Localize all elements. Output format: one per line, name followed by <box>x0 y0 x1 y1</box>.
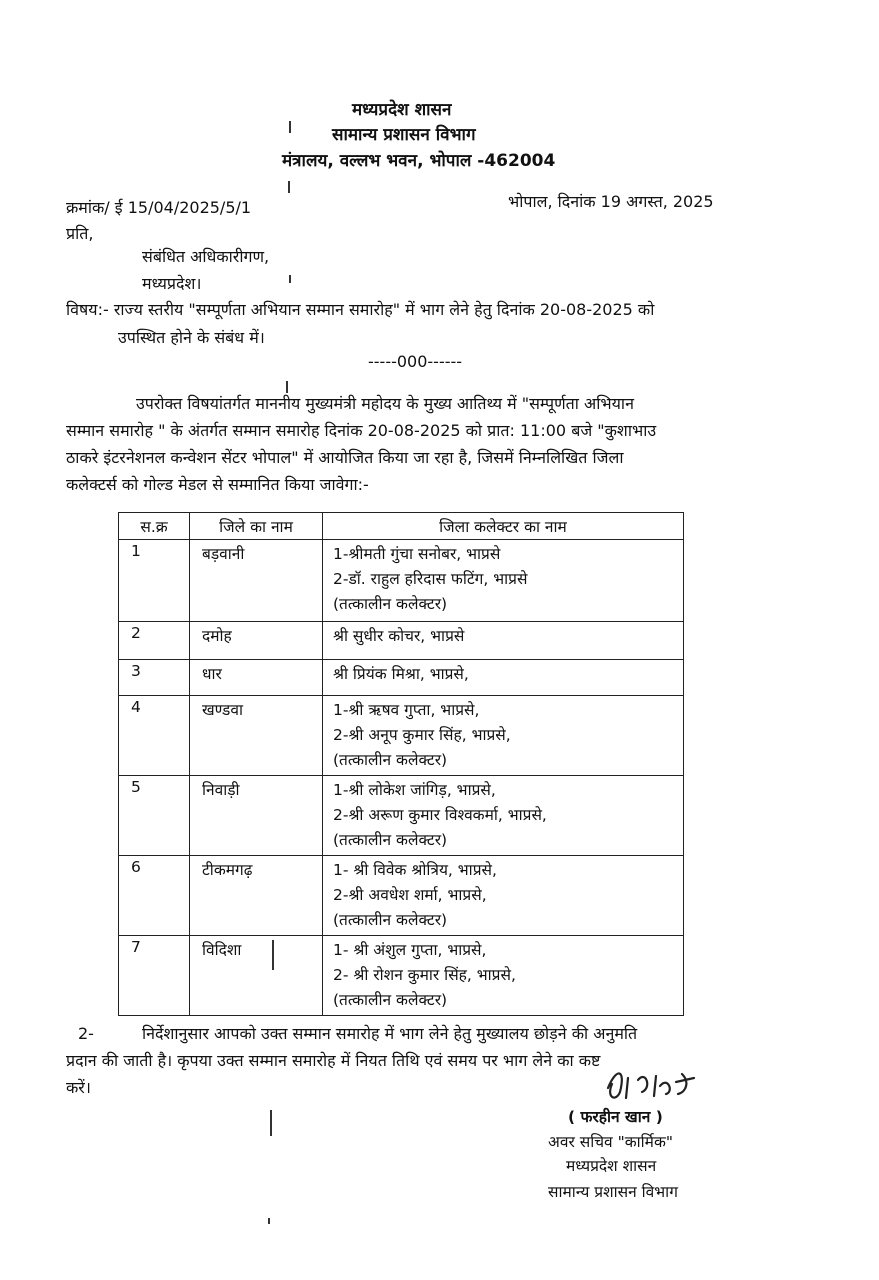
scan-mark <box>289 121 291 133</box>
collector-note: (तत्कालीन कलेक्टर) <box>333 911 448 929</box>
awardee-table <box>118 512 684 1016</box>
row-sno: 1 <box>119 540 190 622</box>
row-sno: 2 <box>119 622 190 660</box>
scan-mark <box>289 275 291 283</box>
table-row <box>119 856 684 936</box>
row-district: निवाड़ी <box>190 776 323 856</box>
collector-note: (तत्कालीन कलेक्टर) <box>333 751 448 769</box>
collector-name: 1-श्री ऋषव गुप्ता, भाप्रसे, <box>333 701 480 719</box>
row-sno: 3 <box>119 660 190 696</box>
header-department: सामान्य प्रशासन विभाग <box>332 125 476 145</box>
row-collectors <box>323 660 684 696</box>
collector-name: 2-श्री अरूण कुमार विश्वकर्मा, भाप्रसे, <box>333 806 547 824</box>
header-collector: जिला कलेक्टर का नाम <box>323 513 684 540</box>
collector-note: (तत्कालीन कलेक्टर) <box>333 831 448 849</box>
intro-paragraph <box>66 390 786 498</box>
scan-mark <box>270 1110 272 1136</box>
collector-name: श्री प्रियंक मिश्रा, भाप्रसे, <box>333 665 469 683</box>
table-header-row <box>119 513 684 540</box>
collector-note: (तत्कालीन कलेक्टर) <box>333 991 448 1009</box>
scan-mark <box>288 181 290 193</box>
prati-label: प्रति, <box>66 224 94 243</box>
collector-note: (तत्कालीन कलेक्टर) <box>333 595 448 613</box>
header-district: जिले का नाम <box>190 513 323 540</box>
signature-scribble-icon <box>598 1058 708 1108</box>
subject-line1: विषय:- राज्य स्तरीय "सम्पूर्णता अभियान सम्मान समारोह" में भाग लेने हेतु दिनांक 20-08-2025 को <box>66 300 655 319</box>
para2-line3: करें। <box>66 1078 91 1097</box>
intro-line2: सम्मान समारोह " के अंतर्गत सम्मान समारोह दिनांक 20-08-2025 को प्रात: 11:00 बजे "कुशाभाउ <box>66 421 657 440</box>
addressee-line2: मध्यप्रदेश। <box>142 274 202 293</box>
row-district: दमोह <box>190 622 323 660</box>
row-sno: 4 <box>119 696 190 776</box>
row-collectors <box>323 696 684 776</box>
intro-line1: उपरोक्त विषयांतर्गत माननीय मुख्यमंत्री महोदय के मुख्य आतिथ्य में "सम्पूर्णता अभियान <box>136 394 634 413</box>
row-sno: 7 <box>119 936 190 1016</box>
header-government: मध्यप्रदेश शासन <box>352 100 452 120</box>
collector-name: 2-डॉ. राहुल हरिदास फटिंग, भाप्रसे <box>333 570 528 588</box>
scan-mark <box>272 940 274 970</box>
para2-number: 2- <box>78 1024 94 1043</box>
signatory-designation: अवर सचिव "कार्मिक" <box>548 1133 673 1151</box>
signatory-org1: मध्यप्रदेश शासन <box>566 1157 657 1175</box>
collector-name: 2-श्री अवधेश शर्मा, भाप्रसे, <box>333 886 487 904</box>
signatory-name: ( फरहीन खान ) <box>568 1108 663 1126</box>
row-collectors <box>323 936 684 1016</box>
row-district: विदिशा <box>190 936 323 1016</box>
collector-name: 1- श्री विवेक श्रोत्रिय, भाप्रसे, <box>333 861 497 879</box>
subject-line2: उपस्थित होने के संबंध में। <box>118 328 265 347</box>
scan-mark <box>268 1218 270 1224</box>
table-row <box>119 776 684 856</box>
collector-name: 1-श्रीमती गुंचा सनोबर, भाप्रसे <box>333 545 501 563</box>
collector-name: 2-श्री अनूप कुमार सिंह, भाप्रसे, <box>333 726 511 744</box>
row-collectors <box>323 856 684 936</box>
table-row <box>119 660 684 696</box>
row-sno: 5 <box>119 776 190 856</box>
letter-date: भोपाल, दिनांक 19 अगस्त, 2025 <box>508 192 714 211</box>
reference-number: क्रमांक/ ई 15/04/2025/5/1 <box>66 198 252 217</box>
addressee-line1: संबंधित अधिकारीगण, <box>142 247 270 266</box>
header-sno: स.क्र <box>119 513 190 540</box>
row-sno: 6 <box>119 856 190 936</box>
collector-name: श्री सुधीर कोचर, भाप्रसे <box>333 627 465 645</box>
row-collectors <box>323 776 684 856</box>
table-row <box>119 696 684 776</box>
para2-line1: निर्देशानुसार आपको उक्त सम्मान समारोह में भाग लेने हेतु मुख्यालय छोड़ने की अनुमति <box>142 1024 638 1043</box>
row-district: टीकमगढ़ <box>190 856 323 936</box>
collector-name: 2- श्री रोशन कुमार सिंह, भाप्रसे, <box>333 966 516 984</box>
row-district: खण्डवा <box>190 696 323 776</box>
collector-name: 1- श्री अंशुल गुप्ता, भाप्रसे, <box>333 941 487 959</box>
row-district: धार <box>190 660 323 696</box>
collector-name: 1-श्री लोकेश जांगिड़, भाप्रसे, <box>333 781 496 799</box>
intro-line4: कलेक्टर्स को गोल्ड मेडल से सम्मानित किया जावेगा:- <box>66 475 369 494</box>
signatory-org2: सामान्य प्रशासन विभाग <box>548 1183 678 1201</box>
para2-line2: प्रदान की जाती है। कृपया उक्त सम्मान समारोह में नियत तिथि एवं समय पर भाग लेने का कष्ट <box>66 1051 601 1070</box>
table-row <box>119 540 684 622</box>
row-collectors <box>323 540 684 622</box>
table-row <box>119 936 684 1016</box>
separator: -----000------ <box>368 352 463 371</box>
intro-line3: ठाकरे इंटरनेशनल कन्वेशन सेंटर भोपाल" में आयोजित किया जा रहा है, जिसमें निम्नलिखित जिला <box>66 448 624 467</box>
row-collectors <box>323 622 684 660</box>
table-row <box>119 622 684 660</box>
header-address: मंत्रालय, वल्लभ भवन, भोपाल -462004 <box>282 151 556 171</box>
row-district: बड़वानी <box>190 540 323 622</box>
scan-mark <box>286 381 288 393</box>
